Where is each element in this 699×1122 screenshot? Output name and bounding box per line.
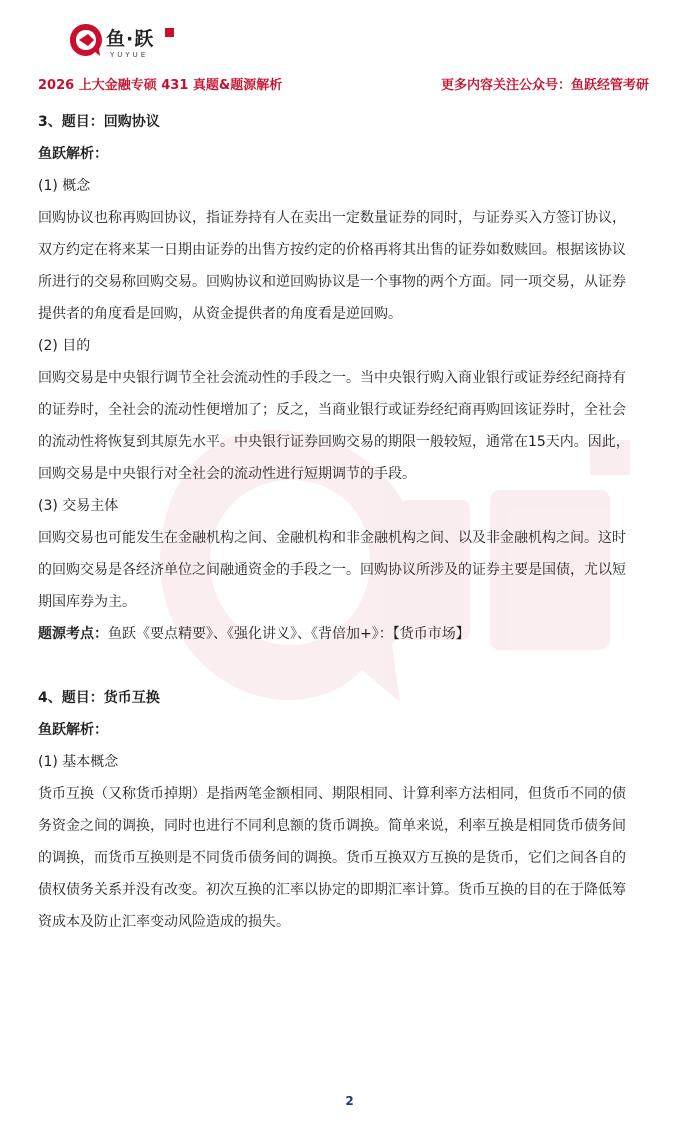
page-number: 2 bbox=[345, 1094, 354, 1108]
logo-subtitle: YUYUE bbox=[110, 51, 149, 59]
analysis-label: 鱼跃解析： bbox=[38, 146, 108, 162]
section-heading: (3) 交易主体 bbox=[38, 498, 119, 514]
paragraph-line: 的流动性将恢复到其原先水平。中央银行证券回购交易的期限一般较短，通常在15天内。因此， bbox=[38, 434, 630, 450]
question-3-title: 3、题目：回购协议 bbox=[38, 114, 160, 130]
paragraph-line: 回购交易是中央银行对全社会的流动性进行短期调节的手段。 bbox=[38, 466, 416, 482]
paragraph-line: 回购交易是中央银行调节全社会流动性的手段之一。当中央银行购入商业银行或证券经纪商持有 bbox=[38, 370, 626, 386]
question-4-title: 4、题目：货币互换 bbox=[38, 690, 160, 706]
paragraph-line: 债权债务关系并没有改变。初次互换的汇率以协定的即期汇率计算。货币互换的目的在于降低筹 bbox=[38, 882, 626, 898]
section-heading: (1) 基本概念 bbox=[38, 754, 119, 770]
paragraph-line: 货币互换（又称货币掉期）是指两笔金额相同、期限相同、计算利率方法相同，但货币不同的债 bbox=[38, 786, 626, 802]
logo-seal-icon bbox=[165, 28, 174, 37]
document-body bbox=[38, 106, 664, 938]
paragraph-line: 的调换，而货币互换则是不同货币债务间的调换。货币互换双方互换的是货币，它们之间各自的 bbox=[38, 850, 626, 866]
paragraph-line: 回购交易也可能发生在金融机构之间、金融机构和非金融机构之间、以及非金融机构之间。这时 bbox=[38, 530, 626, 546]
paragraph-line: 回购协议也称再购回协议，指证券持有人在卖出一定数量证券的同时，与证券买入方签订协议， bbox=[38, 210, 626, 226]
section-heading: (2) 目的 bbox=[38, 338, 91, 354]
analysis-label: 鱼跃解析： bbox=[38, 722, 108, 738]
source-text: 鱼跃《要点精要》、《强化讲义》、《背倍加+》：【货币市场】 bbox=[108, 626, 470, 642]
paragraph-line: 资成本及防止汇率变动风险造成的损失。 bbox=[38, 914, 290, 930]
fish-logo-icon bbox=[66, 20, 106, 60]
logo-text: 鱼·跃 bbox=[106, 28, 155, 50]
source-label: 题源考点： bbox=[38, 626, 108, 642]
yuyue-logo bbox=[66, 20, 176, 64]
paragraph-line: 务资金之间的调换，同时也进行不同利息额的货币调换。简单来说，利率互换是相同货币债务间 bbox=[38, 818, 626, 834]
paragraph-line: 提供者的角度看是回购，从资金提供者的角度看是逆回购。 bbox=[38, 306, 402, 322]
paragraph-line: 双方约定在将来某一日期由证券的出售方按约定的价格再将其出售的证券如数赎回。根据该协议 bbox=[38, 242, 626, 258]
header-wechat-note: 更多内容关注公众号：鱼跃经管考研 bbox=[440, 78, 649, 93]
section-heading: (1) 概念 bbox=[38, 178, 91, 194]
paragraph-line: 的证券时，全社会的流动性便增加了；反之，当商业银行或证券经纪商再购回该证券时，全社会 bbox=[38, 402, 626, 418]
spacer bbox=[38, 650, 664, 682]
header-title: 2026 上大金融专硕 431 真题&题源解析 bbox=[38, 78, 283, 93]
source-line bbox=[38, 618, 664, 650]
paragraph-line: 的回购交易是各经济单位之间融通资金的手段之一。回购协议所涉及的证券主要是国债，尤以短 bbox=[38, 562, 626, 578]
paragraph-line: 期国库券为主。 bbox=[38, 594, 136, 610]
paragraph-line: 所进行的交易称回购交易。回购协议和逆回购协议是一个事物的两个方面。同一项交易，从证券 bbox=[38, 274, 626, 290]
